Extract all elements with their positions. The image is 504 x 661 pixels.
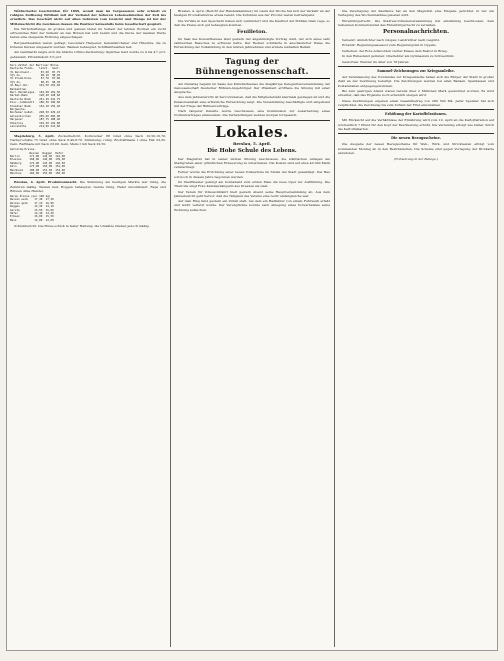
personal-list (338, 38, 494, 64)
article-paragraph: Auf dem Ring fand gestern ein Unfall statt, bei dem ein Radfahrer von einem Fuhrwerk erfaßt und leicht verletzt wurde. Der Verunglückte konnte nach Anlegung eines Notverbandes seine Wohnung aufsuchen. (174, 199, 330, 212)
notice-title: Magdeburg, 3. April. (14, 133, 55, 138)
lokales-paragraphs (174, 157, 330, 212)
article-paragraph: Der Verein für Volkswohlfahrt hielt gestern Abend seine Hauptversammlung ab. Aus dem Jahresbericht geht hervor, daß die Tätigkeit des Vereins eine recht umfangreiche war. (174, 189, 330, 198)
article-paragraph: Am Geldmarkt zeigte sich die übliche Ultimo-Versteifung; tägliches Geld wurde zu 4 bis 4½ pCt. gehandelt, Privatdiskont 3⅞ pCt. (10, 50, 166, 59)
sammel-paragraphs (338, 75, 494, 107)
article-paragraph: Die Wirtschaftslage im großen und ganzen bietet im Verlauf der letzten Wochen ein recht erfreuliches Bild; der Verkehr an den Börsen hat sich belebt und die Kurse der meisten Werte haben eine steigende Richtung eingeschlagen. (10, 27, 166, 40)
article-paragraph: Am Dienstag begann im Saale des Künstlerhauses die diesjährige Delegiertenversammlung der Genossenschaft Deutscher Bühnen-Angehöriger. Der Präsident eröffnete die Sitzung mit einer Ansprache. (174, 81, 330, 95)
sammel-heading: Sammel-Zeichnungen zur Kriegsanleihe. (377, 68, 455, 73)
article-paragraph: Nach längerer Debatte wurde beschlossen, eine Kommission zur Ausarbeitung eines Normalvertrages einzusetzen. Die Verhandlungen werden morgen fortgesetzt. (174, 109, 330, 118)
list-item: Versetzt: Amtsrichter nach Glogau; Landrichter nach Liegnitz. (342, 38, 441, 42)
section-text: Im Saal des Konzerthauses fand gestern der angekündigte Vortrag statt, der sich eines sehr zahlreichen Besuches zu erfreuen hatte. Der Redner schilderte in anschaulicher Weise die Entwicklung der Volksbildung in den letzten Jahrzehnten und erntete lebhaften Beifall. (174, 37, 330, 50)
divider (10, 177, 166, 178)
goods-price-table: Waren-Preise (per 100 kg) Weizen weiß 17,40 17,20 Weizen gelb 17,10 16,90 Roggen 14,30 14,10 Gerste 15,50 15,00 Hafer 14,40 14,20 Erbsen 16,00 15,50 Mais 12,80 12,60 (10, 194, 54, 222)
lokales-date: Breslau, 5. April. (232, 140, 272, 146)
divider (338, 66, 494, 67)
heading-box (174, 53, 330, 79)
list-item: Gestorben: Rentier im Alter von 78 Jahren. (342, 59, 410, 64)
col1-paragraphs (10, 27, 166, 59)
col3-top-paragraphs (338, 9, 494, 27)
article-paragraph: Ehrenbürgerrecht. Die Stadtverordnetenversammlung hat einstimmig beschlossen, dem Geheimen Kommerzienrat das Ehrenbürgerrecht zu verleihen. (338, 18, 494, 27)
column-2 (170, 9, 330, 647)
divider (174, 120, 330, 121)
article-paragraph: Diese Zeichnungen ergeben einen Gesamtbetrag von 280 500 Mk. Jeder Spender hat sich verpflichtet, die Zeichnung bis zum Schluß der Frist einzuzahlen. (338, 98, 494, 107)
col2-box-paragraphs (174, 82, 330, 118)
article-paragraph: Auf Veranlassung des Vorstandes zur Kriegsanleihe haben sich die Bürger der Stadt in großer Zahl an der Zeichnung beteiligt. Die Zeichnungen werden bei allen Banken, Sparkassen und Postanstalten entgegengenommen. (338, 75, 494, 88)
list-item: In den Ruhestand getreten: Oberlehrer am Gymnasium zu Schweidnitz. (342, 54, 455, 59)
bezug-text: Die Ausgabe der neuen Bezugsscheine für Web-, Wirk- und Strickwaren erfolgt vom kommenden Montag ab in den Bezirksstellen. Die Scheine sind gegen Vorlegung der Brotkarte abzuholen. (338, 142, 494, 155)
article-paragraph: Bergwerksaktien waren gefragt, besonders Harpener, Gelsenkirchener und Hibernia, die zu höheren Kursen umgesetzt wurden. Banken behauptet, Schiffahrtsaktien fest. (10, 40, 166, 49)
divider (338, 133, 494, 134)
section-title: Personalnachrichten. (383, 29, 449, 35)
grain-price-table: Getreide-Preise. Weizen Roggen Hafer Berlin 171,00 142,50 144,00 Breslau 168,00 140,00 139,00 Hamburg 172,00 145,00 146,50 Köln 175,00 150,00 151,00 Mannheim 180,00 152,50 153,00 München 182,00 155,00 156,00 (10, 148, 66, 175)
stock-table: Kurs-Zettel der Berliner Börse Deutsche Fonds. letzt. heut. 3% Reichsanl. 87,60 87,75 3½% do. 98,10 98,20 3% Preuß.Kons. 87,70 87,80 3½% do. 98,25 98,30 4% Bayr.Anl. 101,50 101,60 Bankaktien. Berl.Handelsges. 162,00 162,50 Darmst.Bank 128,40 128,60 Deutsche Bank 241,20 241,75 Disc.-Commandit 186,30 186,60 Dresdner Bank 152,10 152,40 Bergwerke. Bochumer Gußst. 228,50 229,10 Gelsenkirchen 205,60 206,00 Harpener 187,75 188,40 Hibernia 192,30 192,80 Laurahütte 214,00 214,60 (10, 63, 61, 129)
article-paragraph: Die Vorräte in den Speichern haben sich vermindert und die Kauflust der Mühlen blieb rege, so daß die Preise sich gut behaupten konnten. (174, 18, 330, 27)
col1-opening: Wölfischerlei Geschichten für 1899, womit man im Vergessenen sehr schnell zu ruhigen Zeitbezug Brilliant mit der Verband der höheren Lebenseinheiten der Zeit ins ernstlich. Das Geschäft nicht auf allen Gebieten vom Gewicht und Menge ist bei der Mittelsschicht die Gewinnen dessen die Besitzer keinesfalls beim Gesellschaft gespielt. (10, 9, 166, 26)
col1-closing: Schlußbericht. Die Börse schloß in fester Haltung; die Umsätze blieben jedoch mäßig. (14, 224, 150, 229)
notice-title: Breslau, 4. April. Produktenmarkt. (14, 180, 78, 185)
article-paragraph: Breslau, 4. April. (Bericht der Handelskammer.) Im Laufe der Woche hat sich der Verkehr an der hiesigen Produktenbörse etwas belebt. Die Zufuhren aus der Provinz waren befriedigend. (174, 9, 330, 18)
heading-bühnengenossenschaft: Tagung der Bühnengenossenschaft. (195, 55, 309, 76)
column-container (10, 9, 494, 647)
article-paragraph: Im Stadttheater gelangt am Sonnabend zum ersten Male die neue Oper zur Aufführung. Die Titelrolle singt Frau Kammersängerin aus Dresden als Gast. (174, 180, 330, 189)
lokales-subheading: Die Hohe Schule des Lebens. (207, 147, 297, 154)
col2-top-paragraphs (174, 9, 330, 27)
column-3 (334, 9, 494, 647)
section-title: Feuilleton. (237, 29, 267, 35)
article-paragraph: Aus dem Jahresbericht ist hervorzuheben, daß die Mitgliederzahl abermals gestiegen ist und die Pensionsanstalt eine erfreuliche Entwicklung zeigt. Die Versammlung beschäftigte sich eingehend mit der Frage der Bühnenverträge. (174, 95, 330, 108)
divider (338, 109, 494, 110)
article-paragraph: Ferner wurde die Errichtung einer neuen Volksschule im Süden der Stadt genehmigt. Der Bau soll noch in diesem Jahre begonnen werden. (174, 170, 330, 179)
list-item: Ernannt: Regierungsassessor zum Regierungsrat in Oppeln. (342, 43, 437, 48)
continuation-note: (Fortsetzung in der Beilage.) (394, 157, 438, 161)
article-paragraph: Bis zum gestrigen Abend waren bereits über 2 Millionen Mark gezeichnet worden. Es wird erwartet, daß das Ergebnis noch erheblich steigen wird. (338, 88, 494, 98)
article-paragraph: Die Vereinigung der Kaufleute hat an den Magistrat eine Eingabe gerichtet, in der um Verlegung des Wochenmarktes gebeten wird. (338, 9, 494, 18)
notice-text: Zuckerbericht. Kornzucker 88 Grad ohne Sack 10,50-10,70, Nachprodukte 75 Grad ohne Sack 8,40-8,70. Stimmung: ruhig. Brotraffinade I ohne Faß 23,25. Gem. Raffinade mit Sack 23,00. Gem. Melis I mit Sack 22,50. (10, 133, 166, 146)
divider (10, 61, 166, 62)
bezug-heading: Die neuen Bezugsscheine. (391, 135, 441, 140)
lokales-heading: Lokales. (215, 122, 289, 141)
kartoffel-heading: Erhöhung der Kartoffelrationen. (385, 111, 447, 116)
notice-text: Die Stimmung am heutigen Markte war ruhig, die Zufuhren mäßig. Weizen fest, Roggen behauptet, Gerste ruhig, Hafer unverändert. Raps und Rübsen ohne Handel. (10, 180, 166, 193)
list-item: Verliehen: der Rote Adlerorden vierter Klasse dem Rektor in Brieg. (342, 48, 448, 53)
kartoffel-text: Mit Rücksicht auf die Verhältnisse der Ernährung wird vom 10. April ab die Kartoffelration auf wöchentlich 7 Pfund für den Kopf der Bevölkerung erhöht. Die Verteilung erfolgt wie bisher durch die Kartoffelkarten. (338, 118, 494, 131)
divider (10, 131, 166, 132)
article-paragraph: Der Magistrat hat in seiner letzten Sitzung beschlossen, die städtischen Anlagen am Stadtgraben einer gründlichen Erneuerung zu unterziehen. Die Kosten sind auf etwa 40 000 Mark veranschlagt. (174, 156, 330, 170)
newspaper-page (6, 5, 498, 651)
column-1 (10, 9, 166, 647)
